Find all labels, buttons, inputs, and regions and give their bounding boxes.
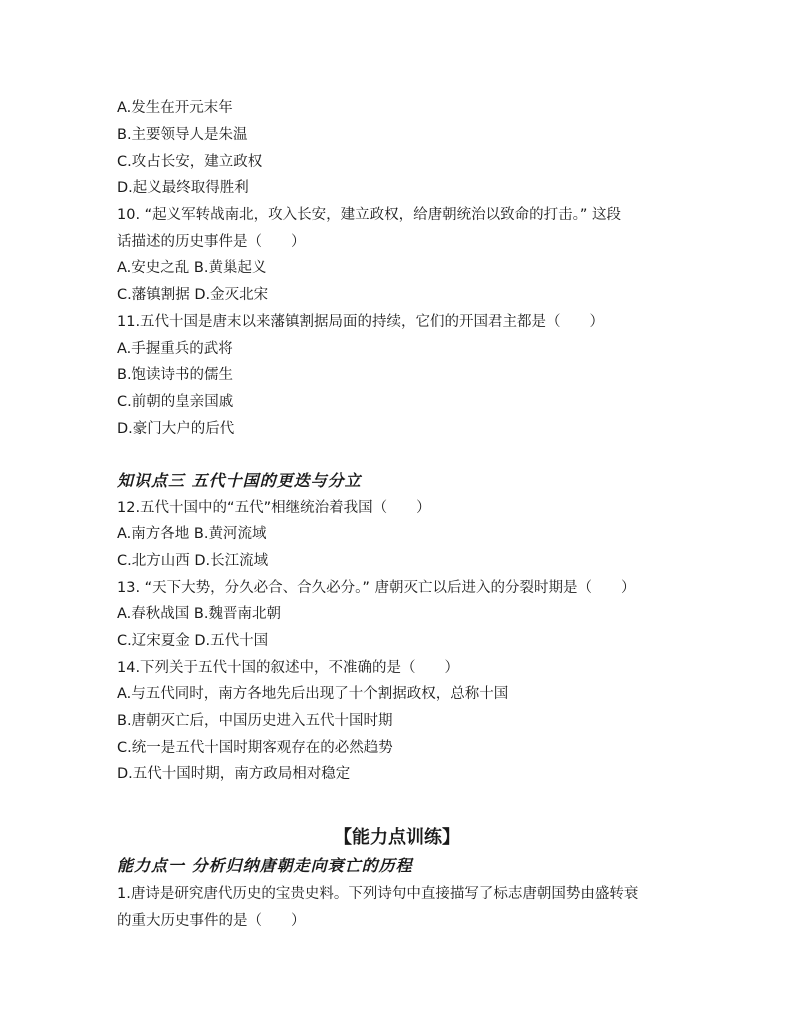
section-title: 【能力点训练】: [334, 827, 460, 848]
q9-option-a: A.发生在开元末年: [117, 100, 233, 116]
ability-point-1-heading: 能力点一 分析归纳唐朝走向衰亡的历程: [117, 856, 413, 875]
q11-option-a: A.手握重兵的武将: [117, 341, 233, 357]
q11-stem: 11.五代十国是唐末以来藩镇割据局面的持续，它们的开国君主都是（ ）: [117, 314, 605, 330]
q9-option-b: B.主要领导人是朱温: [117, 127, 248, 143]
q13-options-cd: C.辽宋夏金 D.五代十国: [117, 633, 269, 649]
q10-options-ab: A.安史之乱 B.黄巢起义: [117, 260, 267, 276]
q10-stem-line1: 10. “起义军转战南北，攻入长安，建立政权，给唐朝统治以致命的打击。” 这段: [117, 207, 622, 223]
q14-option-d: D.五代十国时期，南方政局相对稳定: [117, 766, 351, 782]
q10-stem-line2: 话描述的历史事件是（ ）: [117, 234, 306, 250]
q1-stem-line2: 的重大历史事件的是（ ）: [117, 913, 306, 929]
q10-options-cd: C.藩镇割据 D.金灭北宋: [117, 287, 269, 303]
q13-options-ab: A.春秋战国 B.魏晋南北朝: [117, 606, 281, 622]
q9-option-d: D.起义最终取得胜利: [117, 180, 249, 196]
q9-option-c: C.攻占长安，建立政权: [117, 154, 263, 170]
q12-options-cd: C.北方山西 D.长江流域: [117, 553, 269, 569]
q14-stem: 14.下列关于五代十国的叙述中，不准确的是（ ）: [117, 660, 460, 676]
knowledge-point-3-heading: 知识点三 五代十国的更迭与分立: [117, 471, 362, 490]
q12-options-ab: A.南方各地 B.黄河流域: [117, 526, 267, 542]
q11-option-c: C.前朝的皇亲国戚: [117, 394, 234, 410]
q13-stem: 13. “天下大势，分久必合、合久必分。” 唐朝灭亡以后进入的分裂时期是（ ）: [117, 580, 636, 596]
q11-option-d: D.豪门大户的后代: [117, 421, 235, 437]
q12-stem: 12.五代十国中的“五代”相继统治着我国（ ）: [117, 500, 431, 516]
q14-option-c: C.统一是五代十国时期客观存在的必然趋势: [117, 740, 393, 756]
q14-option-a: A.与五代同时，南方各地先后出现了十个割据政权，总称十国: [117, 686, 509, 702]
q1-stem-line1: 1.唐诗是研究唐代历史的宝贵史料。下列诗句中直接描写了标志唐朝国势由盛转衰: [117, 886, 639, 902]
q14-option-b: B.唐朝灭亡后，中国历史进入五代十国时期: [117, 713, 393, 729]
q11-option-b: B.饱读诗书的儒生: [117, 367, 234, 383]
